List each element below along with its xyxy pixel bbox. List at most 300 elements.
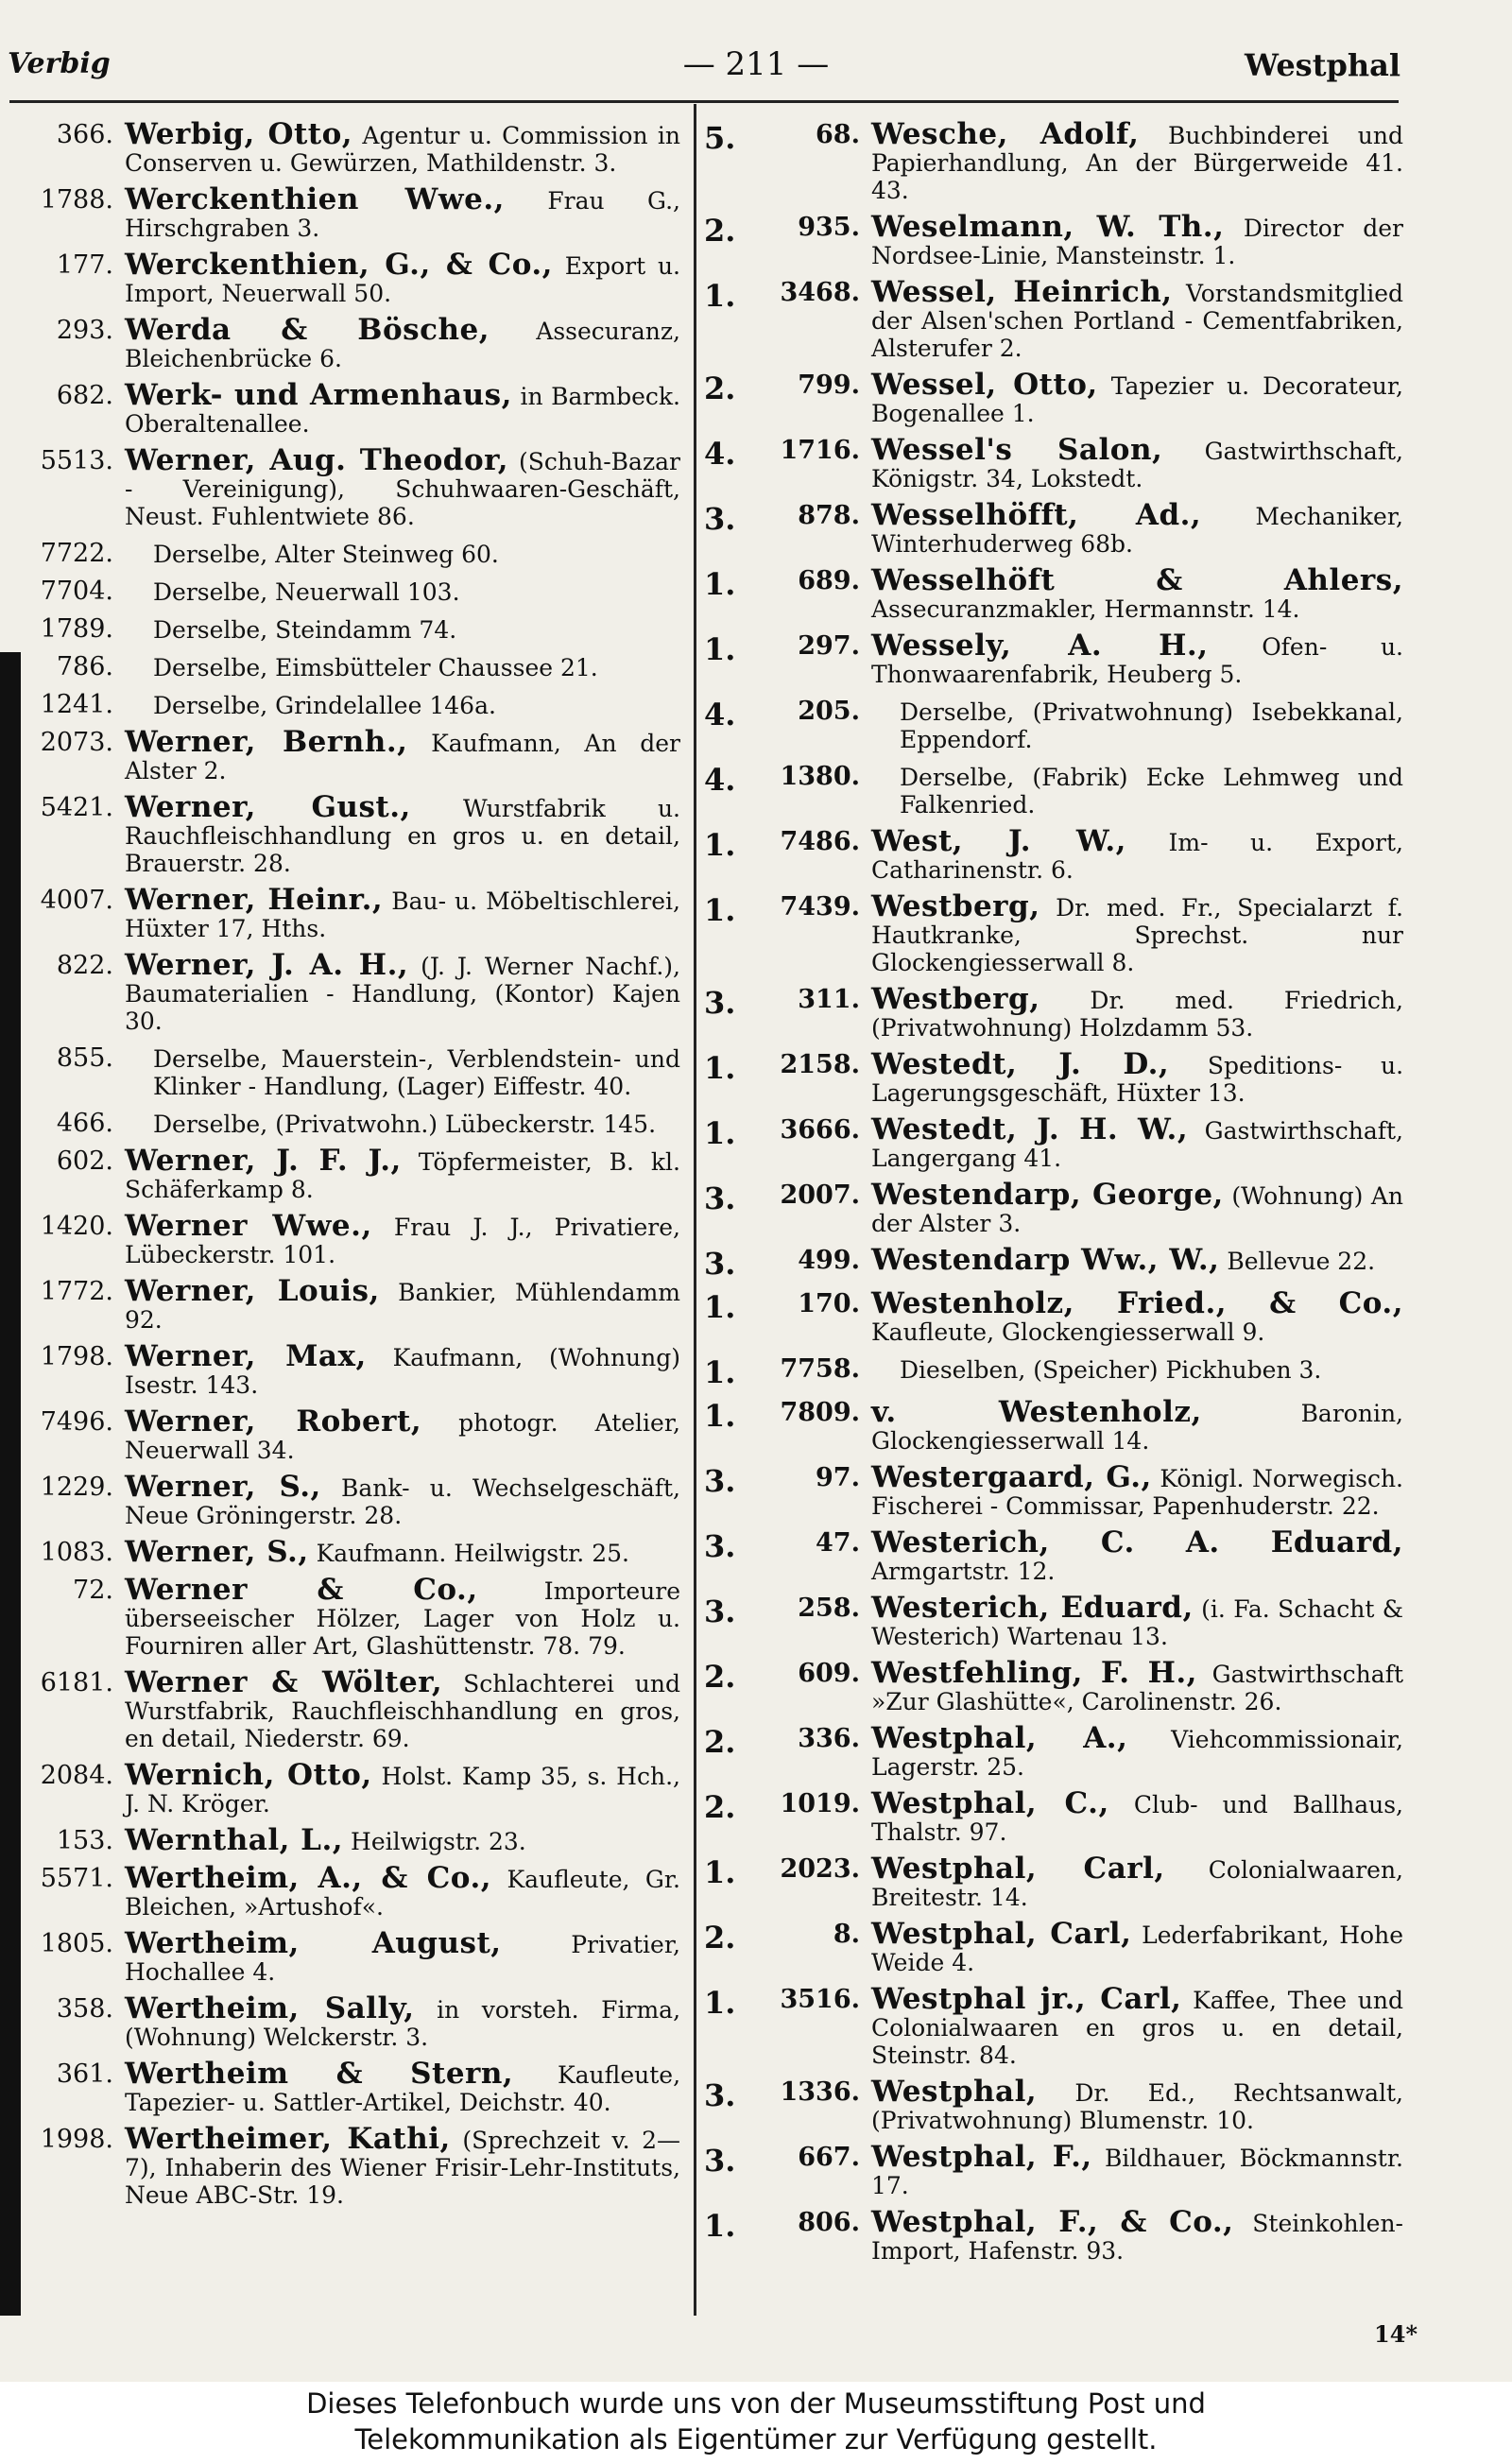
directory-entry	[704, 2205, 1403, 2265]
subscriber-name: Werner, S.,	[125, 1470, 321, 1504]
entry-text	[871, 275, 1403, 362]
entry-text	[125, 1209, 680, 1268]
phone-number: 7486.	[780, 827, 860, 856]
directory-entry	[704, 1395, 1403, 1455]
district-number: 1.	[704, 827, 736, 863]
entry-text	[871, 1982, 1403, 2069]
directory-entry	[19, 1758, 680, 1818]
subscriber-name: Westberg,	[871, 982, 1040, 1016]
entry-text	[871, 1852, 1404, 1911]
subscriber-name: Werner & Co.,	[125, 1573, 478, 1607]
phone-number: 1019.	[780, 1789, 860, 1818]
subscriber-name: Westendarp, George,	[871, 1178, 1224, 1212]
phone-number: 1798.	[40, 1342, 113, 1371]
subscriber-name: Wesselhöft & Ahlers,	[871, 563, 1403, 597]
directory-entry	[19, 1144, 680, 1203]
entry-text	[125, 1274, 680, 1334]
phone-number: 3468.	[780, 278, 860, 307]
entry-text	[125, 378, 681, 438]
phone-number: 1380.	[780, 762, 860, 791]
right-column	[704, 117, 1404, 2274]
subscriber-name: Wessely, A. H.,	[871, 629, 1209, 663]
subscriber-name: Werda & Bösche,	[125, 313, 490, 347]
directory-entry	[19, 248, 681, 307]
subscriber-name: Werckenthien Wwe.,	[125, 182, 505, 216]
subscriber-details: Baronin, Glockengiesserwall 14.	[871, 1400, 1403, 1455]
entry-text	[125, 883, 680, 942]
phone-number: 7809.	[780, 1398, 860, 1427]
subscriber-details: Gastwirthschaft, Königstr. 34, Lokstedt.	[871, 438, 1403, 492]
phone-number: 878.	[798, 501, 860, 530]
entry-text	[871, 368, 1403, 427]
directory-entry	[19, 117, 680, 177]
phone-number: 361.	[56, 2059, 113, 2089]
entry-text	[125, 2057, 681, 2116]
district-number: 1.	[704, 1050, 736, 1086]
subscriber-name: Westphal, Carl,	[871, 1852, 1165, 1886]
entry-text	[125, 1758, 680, 1818]
entry-text	[125, 615, 680, 644]
subscriber-details: Tapezier u. Decorateur, Bogenallee 1.	[871, 372, 1403, 427]
subscriber-name: Westedt, J. D.,	[871, 1047, 1170, 1081]
entry-text	[871, 117, 1404, 204]
footer-notice	[0, 2382, 1512, 2464]
directory-entry	[19, 1470, 680, 1529]
entry-text	[871, 889, 1403, 976]
phone-number: 667.	[798, 2143, 860, 2172]
entry-text	[871, 1286, 1403, 1346]
subscriber-details: Assecuranzmakler, Hermannstr. 14.	[871, 595, 1300, 623]
subscriber-details: Club- und Ballhaus, Thalstr. 97.	[871, 1791, 1403, 1846]
phone-number: 5421.	[40, 793, 113, 822]
entry-text	[125, 790, 680, 877]
district-number: 1.	[704, 566, 736, 602]
subscriber-name: Westerich, Eduard,	[871, 1591, 1194, 1625]
directory-entry	[704, 2075, 1403, 2134]
subscriber-details: Derselbe, Eimsbütteler Chaussee 21.	[153, 654, 598, 681]
entry-text	[125, 2122, 680, 2209]
directory-entry	[704, 1286, 1403, 1346]
entry-text	[871, 1047, 1404, 1107]
entry-text	[871, 824, 1403, 884]
district-number: 2.	[704, 370, 736, 406]
entry-text	[125, 1110, 680, 1138]
phone-number: 7722.	[40, 539, 113, 568]
district-number: 1.	[704, 631, 736, 667]
district-number: 3.	[704, 1180, 736, 1216]
phone-number: 1420.	[40, 1212, 113, 1241]
header-rule	[9, 100, 1399, 103]
directory-entry	[704, 1243, 1403, 1282]
phone-number: 97.	[816, 1463, 860, 1492]
directory-entry	[19, 1861, 680, 1921]
subscriber-details: Derselbe, Grindelallee 146a.	[153, 692, 496, 719]
directory-entry	[704, 210, 1404, 269]
subscriber-details: Frau G., Hirschgraben 3.	[125, 187, 680, 242]
district-number: 4.	[704, 436, 736, 472]
subscriber-name: Westendarp Ww., W.,	[871, 1243, 1220, 1277]
subscriber-details: Dr. med. Friedrich, (Privatwohnung) Holzdamm 53.	[871, 987, 1403, 1042]
phone-number: 855.	[56, 1043, 113, 1073]
left-column	[19, 117, 681, 2218]
phone-number: 8.	[833, 1920, 860, 1949]
entry-text	[125, 1535, 680, 1569]
subscriber-details: Königl. Norwegisch. Fischerei - Commissar, Papenhuderstr. 22.	[871, 1465, 1404, 1520]
subscriber-name: Westphal, F.,	[871, 2140, 1092, 2174]
subscriber-name: Westphal, C.,	[871, 1786, 1109, 1820]
directory-entry	[19, 378, 681, 438]
directory-entry	[19, 1404, 680, 1464]
subscriber-name: Wessel, Otto,	[871, 368, 1098, 402]
entry-text	[871, 563, 1403, 623]
subscriber-details: Viehcommissionair, Lagerstr. 25.	[871, 1726, 1403, 1781]
directory-entry	[704, 1591, 1404, 1650]
phone-number: 7439.	[780, 892, 860, 922]
entry-text	[125, 725, 681, 784]
entry-text	[871, 1243, 1403, 1277]
directory-entry	[704, 433, 1403, 492]
directory-entry	[19, 1274, 680, 1334]
subscriber-name: Werner, Louis,	[125, 1274, 380, 1308]
phone-number: 2084.	[40, 1761, 113, 1790]
entry-text	[125, 117, 680, 177]
directory-entry	[19, 1926, 680, 1986]
subscriber-details: (J. J. Werner Nachf.), Baumaterialien - Handlung, (Kontor) Kajen 30.	[125, 953, 680, 1035]
directory-entry	[704, 1656, 1403, 1715]
subscriber-details: Privatier, Hochallee 4.	[125, 1931, 680, 1986]
subscriber-name: Wertheimer, Kathi,	[125, 2122, 451, 2156]
district-number: 1.	[704, 1115, 736, 1151]
entry-text	[871, 1786, 1403, 1846]
district-number: 4.	[704, 697, 736, 732]
directory-entry	[704, 2140, 1403, 2199]
phone-number: 822.	[56, 951, 113, 980]
directory-entry	[704, 1525, 1403, 1585]
subscriber-details: Derselbe, (Privatwohn.) Lübeckerstr. 145.	[153, 1111, 657, 1138]
subscriber-details: (Sprechzeit v. 2—7), Inhaberin des Wiener Frisir-Lehr-Instituts, Neue ABC-Str. 19.	[125, 2127, 680, 2209]
phone-number: 1998.	[40, 2125, 113, 2154]
subscriber-name: Werner, Gust.,	[125, 790, 411, 824]
directory-entry	[19, 1339, 680, 1399]
district-number: 2.	[704, 1789, 736, 1825]
subscriber-details: Holst. Kamp 35, s. Hch., J. N. Kröger.	[125, 1763, 680, 1818]
subscriber-name: Wessel, Heinrich,	[871, 275, 1173, 309]
directory-entry	[704, 763, 1403, 818]
subscriber-details: Töpfermeister, B. kl. Schäferkamp 8.	[125, 1148, 680, 1203]
directory-entry	[704, 698, 1403, 753]
sheet-mark: 14*	[1374, 2320, 1418, 2348]
phone-number: 1241.	[40, 690, 113, 719]
district-number: 3.	[704, 1528, 736, 1564]
entry-text	[125, 1044, 680, 1100]
directory-entry	[19, 1209, 680, 1268]
subscriber-name: Westphal,	[871, 2075, 1038, 2109]
entry-text	[125, 948, 680, 1035]
district-number: 1.	[704, 1398, 736, 1434]
phone-number: 786.	[56, 652, 113, 681]
phone-number: 1788.	[40, 185, 113, 215]
directory-entry	[19, 615, 680, 644]
subscriber-details: Derselbe, Mauerstein-, Verblendstein- und Klinker - Handlung, (Lager) Eiffestr. 40.	[153, 1045, 680, 1100]
directory-entry	[19, 1665, 681, 1752]
entry-text	[871, 982, 1403, 1042]
subscriber-name: Wertheim & Stern,	[125, 2057, 514, 2091]
subscriber-details: Colonialwaaren, Breitestr. 14.	[871, 1856, 1404, 1911]
directory-entry	[19, 1573, 680, 1660]
district-number: 1.	[704, 1354, 736, 1390]
entry-text	[871, 433, 1403, 492]
subscriber-details: Director der Nordsee-Linie, Mansteinstr. 1.	[871, 215, 1404, 269]
subscriber-details: (Schuh-Bazar - Vereinigung), Schuhwaaren-Geschäft, Neust. Fuhlentwiete 86.	[125, 448, 680, 530]
phone-number: 609.	[798, 1659, 860, 1688]
directory-entry	[704, 1917, 1403, 1976]
directory-entry	[19, 691, 680, 719]
subscriber-name: Wessel's Salon,	[871, 433, 1163, 467]
page-number: — 211 —	[682, 45, 830, 83]
directory-entry	[19, 1044, 680, 1100]
district-number: 1.	[704, 1854, 736, 1890]
directory-entry	[704, 1721, 1403, 1781]
subscriber-details: Dr. Ed., Rechtsanwalt, (Privatwohnung) Blumenstr. 10.	[871, 2079, 1403, 2134]
subscriber-details: Steinkohlen-Import, Hafenstr. 93.	[871, 2210, 1403, 2265]
entry-text	[125, 313, 680, 372]
directory-entry	[704, 1047, 1404, 1107]
subscriber-name: Wertheim, August,	[125, 1926, 502, 1960]
phone-number: 1083.	[40, 1538, 113, 1567]
phone-number: 5571.	[40, 1864, 113, 1893]
directory-entry	[704, 117, 1404, 204]
subscriber-details: in vorsteh. Firma, (Wohnung) Welckerstr. 3.	[125, 1996, 681, 2051]
directory-entry	[704, 889, 1403, 976]
subscriber-details: in Barmbeck. Oberaltenallee.	[125, 383, 681, 438]
subscriber-details: Export u. Import, Neuerwall 50.	[125, 252, 681, 307]
subscriber-details: Gastwirthschaft »Zur Glashütte«, Carolinenstr. 26.	[871, 1661, 1403, 1715]
directory-entry	[19, 790, 680, 877]
subscriber-details: Importeure überseeischer Hölzer, Lager von Holz u. Fourniren aller Art, Glashüttenstr. 78. 79.	[125, 1577, 680, 1660]
phone-number: 177.	[56, 250, 113, 280]
subscriber-name: Werner, Bernh.,	[125, 725, 408, 759]
entry-text	[125, 182, 680, 242]
phone-number: 1772.	[40, 1277, 113, 1306]
district-number: 1.	[704, 892, 736, 928]
entry-text	[125, 1404, 680, 1464]
subscriber-name: Wesselhöfft, Ad.,	[871, 498, 1202, 532]
subscriber-name: v. Westenholz,	[871, 1395, 1202, 1429]
entry-text	[125, 653, 680, 681]
phone-number: 5513.	[40, 446, 113, 475]
subscriber-details: Mechaniker, Winterhuderweg 68b.	[871, 503, 1403, 558]
subscriber-name: Werner, J. F. J.,	[125, 1144, 402, 1178]
page-header	[0, 42, 1512, 89]
phone-number: 205.	[798, 697, 860, 726]
district-number: 3.	[704, 2143, 736, 2179]
directory-entry	[704, 1786, 1403, 1846]
subscriber-details: Derselbe, Steindamm 74.	[153, 616, 457, 644]
phone-number: 466.	[56, 1109, 113, 1138]
subscriber-name: Westphal jr., Carl,	[871, 1982, 1182, 2016]
phone-number: 72.	[73, 1576, 113, 1605]
subscriber-details: Bank- u. Wechselgeschäft, Neue Gröningerstr. 28.	[125, 1474, 680, 1529]
entry-text	[871, 1721, 1403, 1781]
entry-text	[871, 2075, 1403, 2134]
header-left-word: Verbig	[8, 47, 111, 80]
phone-number: 799.	[798, 370, 860, 400]
entry-text	[871, 2140, 1403, 2199]
subscriber-details: Dieselben, (Speicher) Pickhuben 3.	[900, 1356, 1322, 1384]
subscriber-name: Werner Wwe.,	[125, 1209, 372, 1243]
directory-entry	[19, 182, 680, 242]
entry-text	[125, 1573, 680, 1660]
subscriber-details: Agentur u. Commission in Conserven u. Gewürzen, Mathildenstr. 3.	[125, 122, 680, 177]
phone-number: 7704.	[40, 577, 113, 606]
subscriber-details: Ofen- u. Thonwaarenfabrik, Heuberg 5.	[871, 633, 1403, 688]
phone-number: 4007.	[40, 886, 113, 915]
entry-text	[871, 1591, 1404, 1650]
entry-text	[125, 1861, 680, 1921]
entry-text	[871, 1917, 1403, 1976]
subscriber-name: Werner, J. A. H.,	[125, 948, 409, 982]
district-number: 1.	[704, 278, 736, 314]
phone-number: 2073.	[40, 728, 113, 757]
subscriber-name: Westberg,	[871, 889, 1040, 923]
district-number: 3.	[704, 1246, 736, 1282]
entry-text	[125, 1339, 680, 1399]
entry-text	[125, 1470, 680, 1529]
subscriber-details: Bildhauer, Böckmannstr. 17.	[871, 2145, 1403, 2199]
directory-entry	[19, 1991, 681, 2051]
directory-entry	[19, 948, 680, 1035]
entry-text	[125, 1991, 681, 2051]
subscriber-details: Kaufleute, Glockengiesserwall 9.	[871, 1318, 1265, 1346]
subscriber-name: Werner, Aug. Theodor,	[125, 443, 509, 477]
subscriber-details: Kaufmann, An der Alster 2.	[125, 730, 681, 784]
subscriber-details: Wurstfabrik u. Rauchfleischhandlung en gros u. en detail, Brauerstr. 28.	[125, 795, 680, 877]
entry-text	[871, 210, 1404, 269]
district-number: 3.	[704, 1463, 736, 1499]
phone-number: 682.	[56, 381, 113, 410]
column-divider	[694, 104, 696, 2316]
subscriber-name: Wertheim, A., & Co.,	[125, 1861, 492, 1895]
subscriber-details: Heilwigstr. 23.	[351, 1828, 526, 1855]
directory-entry	[19, 1823, 680, 1857]
directory-entry	[704, 982, 1403, 1042]
footer-line-2: Telekommunikation als Eigentümer zur Verfügung gestellt.	[354, 2423, 1158, 2455]
subscriber-details: (Wohnung) An der Alster 3.	[871, 1182, 1403, 1237]
district-number: 2.	[704, 213, 736, 249]
directory-entry	[19, 443, 680, 530]
subscriber-name: Werner, S.,	[125, 1535, 309, 1569]
entry-text	[871, 763, 1403, 818]
district-number: 3.	[704, 1594, 736, 1629]
directory-entry	[19, 883, 680, 942]
phone-number: 258.	[798, 1594, 860, 1623]
subscriber-name: Wernthal, L.,	[125, 1823, 344, 1857]
subscriber-details: Kaufleute, Tapezier- u. Sattler-Artikel, Deichstr. 40.	[125, 2061, 681, 2116]
phone-number: 499.	[798, 1246, 860, 1275]
footer-line-1: Dieses Telefonbuch wurde uns von der Museumsstiftung Post und	[306, 2387, 1206, 2420]
phone-number: 297.	[798, 631, 860, 661]
header-right-word: Westphal	[1244, 47, 1400, 83]
subscriber-name: Wernich, Otto,	[125, 1758, 372, 1792]
subscriber-details: Kaufleute, Gr. Bleichen, »Artushof«.	[125, 1866, 680, 1921]
subscriber-details: Derselbe, Neuerwall 103.	[153, 578, 460, 606]
subscriber-name: Westerich, C. A. Eduard,	[871, 1525, 1403, 1559]
subscriber-name: Westphal, Carl,	[871, 1917, 1132, 1951]
directory-entry	[19, 725, 681, 784]
entry-text	[125, 1144, 680, 1203]
subscriber-details: Armgartstr. 12.	[871, 1558, 1056, 1585]
subscriber-name: Weselmann, W. Th.,	[871, 210, 1225, 244]
directory-entry	[19, 653, 680, 681]
entry-text	[871, 1656, 1403, 1715]
subscriber-details: (i. Fa. Schacht & Westerich) Wartenau 13.	[871, 1595, 1404, 1650]
directory-entry	[19, 2122, 680, 2209]
directory-entry	[704, 563, 1403, 623]
district-number: 4.	[704, 762, 736, 798]
binding-edge	[0, 652, 21, 2316]
subscriber-details: photogr. Atelier, Neuerwall 34.	[125, 1409, 680, 1464]
phone-number: 358.	[56, 1994, 113, 2024]
directory-entry	[704, 1852, 1404, 1911]
phone-number: 935.	[798, 213, 860, 242]
directory-entry	[19, 2057, 681, 2116]
district-number: 1.	[704, 1289, 736, 1325]
entry-text	[125, 443, 680, 530]
subscriber-details: Derselbe, (Fabrik) Ecke Lehmweg und Falkenried.	[900, 764, 1403, 818]
directory-entry	[704, 1112, 1403, 1172]
entry-text	[125, 577, 680, 606]
entry-text	[125, 1926, 680, 1986]
entry-text	[125, 540, 680, 568]
subscriber-name: West, J. W.,	[871, 824, 1126, 858]
subscriber-details: Kaffee, Thee und Colonialwaaren en gros u. en detail, Steinstr. 84.	[871, 1987, 1403, 2069]
subscriber-details: Gastwirthschaft, Langergang 41.	[871, 1117, 1403, 1172]
district-number: 3.	[704, 985, 736, 1021]
phone-number: 2007.	[780, 1180, 860, 1210]
entry-text	[871, 629, 1403, 688]
subscriber-name: Westergaard, G.,	[871, 1460, 1152, 1494]
directory-entry	[19, 540, 680, 568]
entry-text	[871, 1395, 1403, 1455]
phone-number: 2023.	[780, 1854, 860, 1884]
phone-number: 689.	[798, 566, 860, 595]
subscriber-name: Werk- und Armenhaus,	[125, 378, 512, 412]
subscriber-details: Derselbe, Alter Steinweg 60.	[153, 541, 499, 568]
subscriber-details: Bankier, Mühlendamm 92.	[125, 1279, 680, 1334]
directory-entry	[704, 1982, 1403, 2069]
directory-entry	[19, 1535, 680, 1569]
entry-text	[871, 1178, 1403, 1237]
subscriber-details: Assecuranz, Bleichenbrücke 6.	[125, 318, 680, 372]
directory-entry	[19, 313, 680, 372]
subscriber-name: Westfehling, F. H.,	[871, 1656, 1197, 1690]
district-number: 2.	[704, 1659, 736, 1695]
phone-number: 153.	[56, 1826, 113, 1855]
directory-entry	[704, 368, 1403, 427]
directory-entry	[704, 1178, 1403, 1237]
subscriber-details: Bau- u. Möbeltischlerei, Hüxter 17, Hths.	[125, 887, 680, 942]
directory-entry	[704, 498, 1403, 558]
subscriber-details: Kaufmann. Heilwigstr. 25.	[316, 1540, 629, 1567]
subscriber-details: Schlachterei und Wurstfabrik, Rauchfleischhandlung en gros, en detail, Niederstr. 69.	[125, 1670, 681, 1752]
phone-number: 170.	[798, 1289, 860, 1318]
phone-number: 806.	[798, 2208, 860, 2237]
phone-number: 3666.	[780, 1115, 860, 1145]
subscriber-name: Wesche, Adolf,	[871, 117, 1140, 151]
phone-number: 366.	[56, 120, 113, 149]
district-number: 3.	[704, 2077, 736, 2113]
subscriber-details: Im- u. Export, Catharinenstr. 6.	[871, 829, 1403, 884]
